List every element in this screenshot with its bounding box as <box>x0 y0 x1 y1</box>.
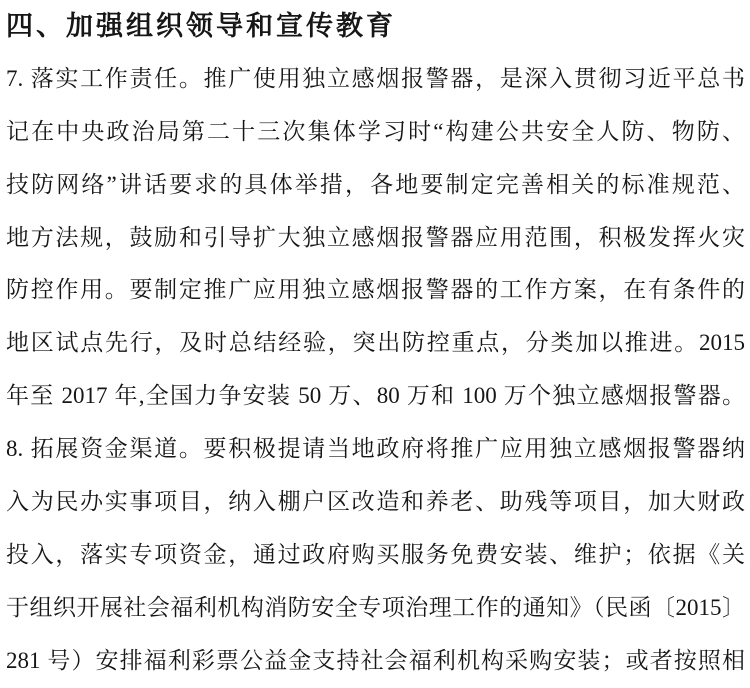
text-line: 281 号）安排福利彩票公益金支持社会福利机构采购安装；或者按照相 <box>6 647 745 673</box>
text-line: 于组织开展社会福利机构消防安全专项治理工作的通知》（民函〔2015〕 <box>6 594 745 620</box>
text-line: 8. 拓展资金渠道。要积极提请当地政府将推广应用独立感烟报警器纳 <box>6 436 745 462</box>
text-line: 防控作用。要制定推广应用独立感烟报警器的工作方案，在有条件的 <box>6 277 745 303</box>
text-line: 年至 2017 年,全国力争安装 50 万、80 万和 100 万个独立感烟报警器。 <box>6 383 745 409</box>
text-line: 记在中央政治局第二十三次集体学习时“构建公共安全人防、物防、 <box>6 118 745 144</box>
text-line: 投入，落实专项资金，通过政府购买服务免费安装、维护；依据《关 <box>6 541 745 567</box>
text-line: 地方法规，鼓励和引导扩大独立感烟报警器应用范围，积极发挥火灾 <box>6 224 745 250</box>
text-line: 地区试点先行，及时总结经验，突出防控重点，分类加以推进。2015 <box>6 330 745 356</box>
section-heading: 四、加强组织领导和宣传教育 <box>6 11 396 41</box>
text-line: 入为民办实事项目，纳入棚户区改造和养老、助残等项目，加大财政 <box>6 489 745 515</box>
text-line: 7. 落实工作责任。推广使用独立感烟报警器，是深入贯彻习近平总书 <box>6 65 745 91</box>
text-line: 技防网络”讲话要求的具体举措，各地要制定完善相关的标准规范、 <box>6 171 745 197</box>
